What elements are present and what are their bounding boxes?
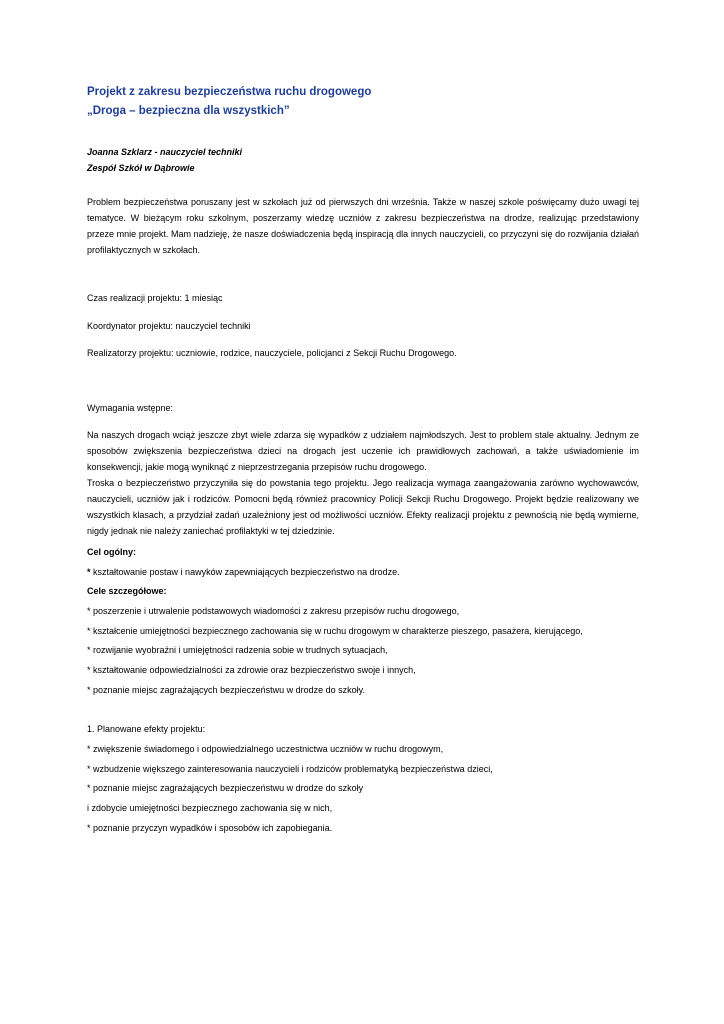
author-block [87,144,639,176]
cele-szczegolowe-item: * poznanie miejsc zagrażających bezpieczeństwu w drodze do szkoły. [87,685,365,695]
info-czas: Czas realizacji projektu: 1 miesiąc [87,293,223,303]
cele-szczegolowe-item: * kształcenie umiejętności bezpiecznego zachowania się w ruchu drogowym w charakterze pieszego, pasażera, kierującego, [87,626,583,636]
cel-ogolny-item [87,564,639,580]
author-school: Zespół Szkół w Dąbrowie [87,163,195,173]
efekty-item: * wzbudzenie większego zainteresowania nauczycieli i rodziców problematyką bezpieczeństwa dzieci, [87,764,493,774]
cele-szczegolowe-item: * poszerzenie i utrwalenie podstawowych wiadomości z zakresu przepisów ruchu drogowego, [87,606,460,616]
wymagania-paragraph-2: Troska o bezpieczeństwo przyczyniła się do powstania tego projektu. Jego realizacja wymaga zaangażowania zarówno wychowawców, nauczycieli, uczniów jak i rodziców. Pomocni będą również pracownicy Policji Sekcji Ruchu Drogowego. Projekt będzie realizowany we wszystkich klasach, a przydział zadań uzależniony jest od możliwości uczniów. Efekty realizacji projektu z pewnością nie będą wymierne, nigdy jednak nie należy zaniechać profilaktyki w tej dziedzinie. [87,478,639,536]
cel-ogolny-heading: Cel ogólny: [87,547,136,557]
info-realizatorzy: Realizatorzy projektu: uczniowie, rodzice, nauczyciele, policjanci z Sekcji Ruchu Drogowego. [87,348,457,358]
document-title [87,83,639,121]
wymagania-paragraph-1: Na naszych drogach wciąż jeszcze zbyt wiele zdarza się wypadków z udziałem najmłodszych. Jest to problem stale aktualny. Jednym ze sposobów zwiększenia bezpieczeństwa dzieci na drogach jest uczenie ich prawidłowych zachowań, a także uświadomienie im konsekwencji, jakie mogą wyniknąć z nieprzestrzegania przepisów ruchu drogowego. [87,430,639,472]
title-line-2: „Droga – bezpieczna dla wszystkich” [87,105,290,117]
wymagania-heading: Wymagania wstępne: [87,403,173,413]
cele-szczegolowe-item: * kształtowanie odpowiedzialności za zdrowie oraz bezpieczeństwo swoje i innych, [87,665,416,675]
info-koordynator: Koordynator projektu: nauczyciel techniki [87,321,251,331]
efekty-item: * poznanie przyczyn wypadków i sposobów ich zapobiegania. [87,823,333,833]
efekty-item: * poznanie miejsc zagrażających bezpieczeństwu w drodze do szkoły [87,783,364,793]
title-line-1: Projekt z zakresu bezpieczeństwa ruchu drogowego [87,86,372,98]
cele-szczegolowe-item: * rozwijanie wyobraźni i umiejętności radzenia sobie w trudnych sytuacjach, [87,645,388,655]
efekty-heading: 1. Planowane efekty projektu: [87,724,206,734]
cele-szczegolowe-heading: Cele szczegółowe: [87,586,167,596]
author-name: Joanna Szklarz - nauczyciel techniki [87,147,243,157]
bullet-marker: * [87,567,91,577]
cel-ogolny-text: kształtowanie postaw i nawyków zapewniających bezpieczeństwo na drodze. [90,567,400,577]
efekty-item: * zwiększenie świadomego i odpowiedzialnego uczestnictwa uczniów w ruchu drogowym, [87,744,444,754]
efekty-item: i zdobycie umiejętności bezpiecznego zachowania się w nich, [87,803,333,813]
intro-paragraph: Problem bezpieczeństwa poruszany jest w szkołach już od pierwszych dni września. Także w naszej szkole poświęcamy dużo uwagi tej tematyce. W bieżącym roku szkolnym, poszerzamy wiedzę uczniów z zakresu bezpieczeństwa na drodze, realizując przedstawiony przeze mnie projekt. Mam nadzieję, że nasze doświadczenia będą inspiracją dla innych nauczycieli, co przyczyni się do rozwijania działań profilaktycznych w szkołach. [87,197,639,255]
